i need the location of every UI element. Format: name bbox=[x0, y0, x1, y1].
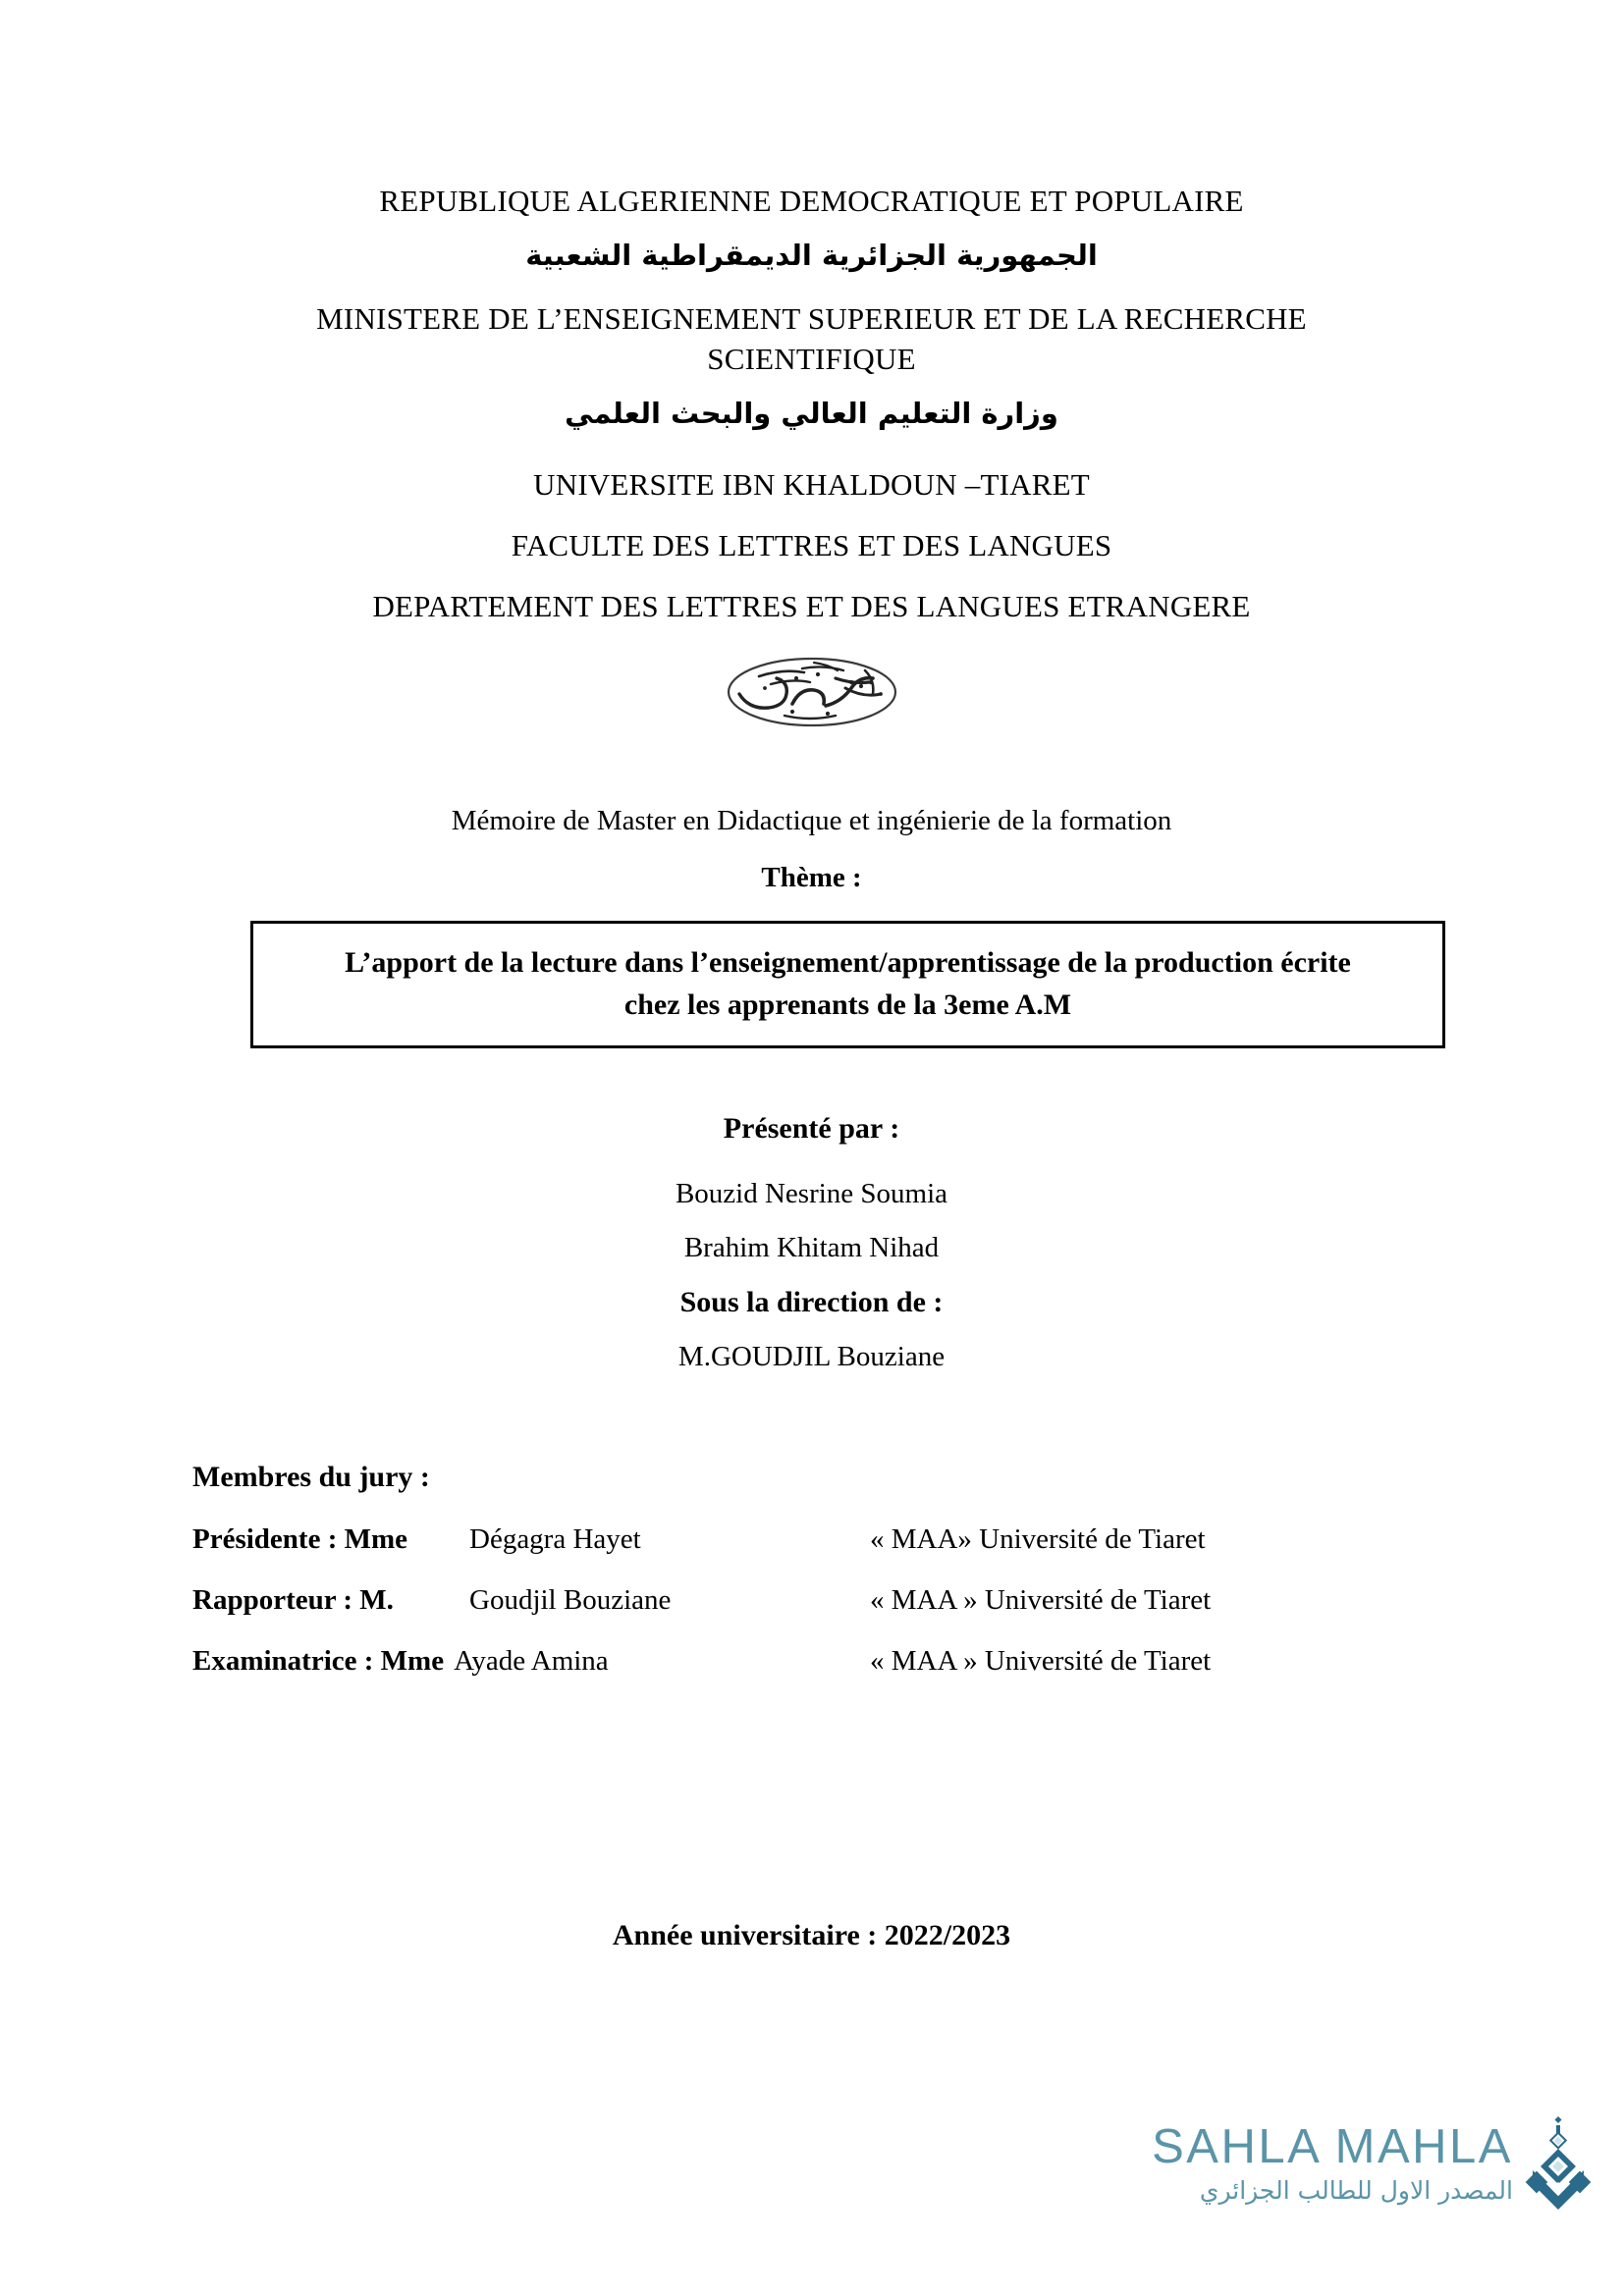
department-line: DEPARTEMENT DES LETTRES ET DES LANGUES ETRANGERE bbox=[372, 589, 1251, 624]
university-seal-container bbox=[0, 643, 1623, 741]
jury-affiliation: « MAA » Université de Tiaret bbox=[870, 1584, 1212, 1616]
sahla-mahla-ornament-icon bbox=[1523, 2115, 1594, 2214]
jury-affiliation: « MAA » Université de Tiaret bbox=[870, 1645, 1212, 1677]
jury-role: Présidente : Mme bbox=[192, 1523, 408, 1555]
jury-name: Goudjil Bouziane bbox=[469, 1584, 672, 1616]
student-name-2: Brahim Khitam Nihad bbox=[683, 1231, 940, 1263]
thesis-title-line1: L’apport de la lecture dans l’enseignement/apprentissage de la production écrite bbox=[345, 946, 1351, 980]
supervised-by-label: Sous la direction de : bbox=[679, 1285, 944, 1318]
jury-name: Ayade Amina bbox=[454, 1645, 609, 1677]
republic-line-fr: REPUBLIQUE ALGERIENNE DEMOCRATIQUE ET POPULAIRE bbox=[379, 184, 1244, 218]
ministry-line-fr: MINISTERE DE L’ENSEIGNEMENT SUPERIEUR ET DE LA RECHERCHE SCIENTIFIQUE bbox=[316, 301, 1307, 376]
sahla-mahla-watermark bbox=[1122, 2115, 1594, 2253]
theme-label: Thème : bbox=[761, 862, 862, 893]
ministry-line-ar: وزارة التعليم العالي والبحث العلمي bbox=[565, 396, 1058, 430]
university-line: UNIVERSITE IBN KHALDOUN –TIARET bbox=[533, 466, 1090, 502]
thesis-title-box bbox=[250, 921, 1445, 1048]
degree-mention: Mémoire de Master en Didactique et ingénierie de la formation bbox=[451, 805, 1172, 836]
jury-affiliation: « MAA» Université de Tiaret bbox=[870, 1523, 1206, 1555]
student-name-1: Bouzid Nesrine Soumia bbox=[675, 1177, 948, 1209]
supervisor-name: M.GOUDJIL Bouziane bbox=[677, 1341, 946, 1373]
jury-name: Dégagra Hayet bbox=[469, 1523, 641, 1555]
jury-row bbox=[192, 1584, 1469, 1617]
presented-by-label: Présenté par : bbox=[723, 1112, 900, 1145]
academic-year: Année universitaire : 2022/2023 bbox=[612, 1919, 1011, 1951]
thesis-title-line2: chez les apprenants de la 3eme A.M bbox=[623, 988, 1072, 1021]
university-seal-icon bbox=[698, 643, 926, 741]
institution-header bbox=[0, 182, 1623, 627]
faculty-line: FACULTE DES LETTRES ET DES LANGUES bbox=[511, 528, 1112, 563]
watermark-brand: SAHLA MAHLA bbox=[1152, 2119, 1513, 2173]
watermark-tagline: المصدر الاول للطالب الجزائري bbox=[1199, 2175, 1513, 2205]
jury-role: Examinatrice : Mme bbox=[192, 1645, 445, 1677]
jury-title: Membres du jury : bbox=[192, 1461, 430, 1493]
thesis-title bbox=[327, 942, 1369, 1026]
jury-section bbox=[192, 1461, 1469, 1706]
authors-section bbox=[0, 1109, 1623, 1376]
jury-row bbox=[192, 1523, 1469, 1556]
jury-role: Rapporteur : M. bbox=[192, 1584, 394, 1616]
republic-line-ar: الجمهورية الجزائرية الديمقراطية الشعبية bbox=[525, 239, 1098, 273]
jury-row bbox=[192, 1645, 1469, 1678]
